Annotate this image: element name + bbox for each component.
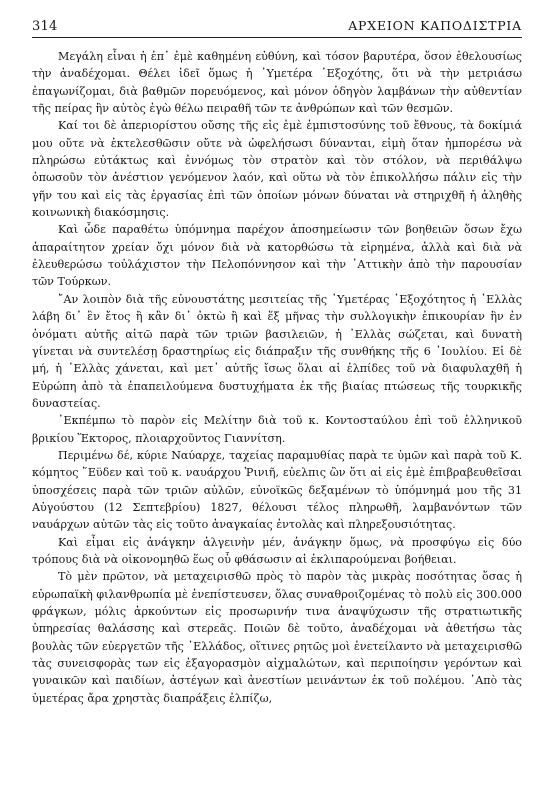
running-head: ΑΡΧΕΙΟΝ ΚΑΠΟΔΙΣΤΡΙΑ <box>348 18 522 33</box>
paragraph: ῎Αν λοιπὸν διὰ τῆς εὐνουστάτης μεσιτείας τῆς ᾽Υμετέρας ᾽Εξοχότητος ἡ ᾽Ελλὰς λάβη δι᾽ ἓν ἔτος ἢ κἂν δι᾽ ὀκτὼ ἢ καὶ ἕξ μῆνας τὴν συλλογικὴν ἐπικουρίαν ἣν ἐν ὀνόματι αὐτῆς αἰτῶ παρὰ τῶν τριῶν βασιλειῶν, ἡ ᾽Ελλὰς σώζεται, καὶ δυνατὴ γίνεται νὰ συντελέσῃ δραστηρίως εἰς διάπραξιν τῆς συνθήκης τῆς 6 ᾽Ιουλίου. Εἰ δὲ μή, ἡ ᾽Ελλὰς χάνεται, καὶ μετ᾽ αὐτῆς ἴσως ὅλαι αἱ ἐλπίδες τοῦ νὰ διαφυλαχθῆ ἡ Εὐρώπη ἀπὸ τὰ ἐπαπειλούμενα δυστυχήματα ἐκ τῆς βιαίας πτώσεως τῆς τουρκικῆς δυναστείας. <box>32 292 522 410</box>
paragraph: Τὸ μὲν πρῶτον, νὰ μεταχειρισθῶ πρὸς τὸ παρὸν τὰς μικρὰς ποσότητας ὅσας ἡ εὐρωπαϊκὴ φιλανθρωπία μὲ ἐνεπίστευσεν, ὅλας συναθροιζομένας τὸ πολὺ εἰς 300.000 φράγκων, μόλις ἀρκούντων εἰς προσωρινήν τινα ἀναψύχωσιν τῆς στρατιωτικῆς ὑπηρεσίας θαλάσσης καὶ στερεᾶς. Ποιῶν δὲ τοῦτο, ἀναδέχομαι νὰ ἀθετήσω τὰς βουλὰς τῶν εὐεργετῶν τῆς ᾽Ελλάδος, οἵτινες ρητῶς μοὶ ἐνετείλαντο νὰ μεταχειρισθῶ τὰς συνεισφορὰς των εἰς ἐξαγορασμὸν αἰχμαλώτων, καὶ περιποίησιν γερόντων καὶ γυναικῶν καὶ παιδίων, ἀστέγων καὶ ἀνεστίων μεινάντων ἐκ τοῦ πολέμου. ᾽Απὸ τὰς ὑμετέρας ἄρα χρηστὰς διαπράξεις ἐλπίζω, <box>32 570 522 705</box>
paragraph: ᾽Εκπέμπω τὸ παρὸν εἰς Μελίτην διὰ τοῦ κ. Κοντοσταύλου ἐπὶ τοῦ ἑλληνικοῦ βρικίου Ἕκτορος, πλοιαρχοῦντος Γιαννίτση. <box>32 414 522 445</box>
page-header <box>32 18 522 38</box>
body-text <box>32 48 522 707</box>
paragraph: Περιμένω δέ, κύριε Ναύαρχε, ταχείας παραμυθίας παρὰ τε ὑμῶν καὶ παρὰ τοῦ Κ. κόμητος ῞Εϋδεν καὶ τοῦ κ. ναυάρχου Ῥινιῆ, εὐελπις ὢν ὅτι αἱ εἰς ἐμὲ ἐπιβραβευθεῖσαι ὑποσχέσεις παρὰ τῶν τριῶν αὐλῶν, εὐνοϊκῶς δεξαμένων τὸ ὑπόμνημά μου τῆς 31 Αὐγούστου (12 Σεπτεβρίου) 1827, θέλουσι τέλος πληρωθῆ, λαμβανόντων τῶν ναυάρχων αὐτῶν τὰς εἰς τοῦτο ἀναγκαίας ἐντολὰς καὶ πληρεξουσιότητας. <box>32 448 522 532</box>
paragraph: Καὶ εἶμαι εἰς ἀνάγκην ἀλγεινὴν μέν, ἀνάγκην ὅμως, νὰ προσφύγω εἰς δύο τρόπους διὰ νὰ οἰκονομηθῶ ἕως οὗ φθάσωσιν αἱ ἐκλιπαρούμεναι βοήθειαι. <box>32 535 522 566</box>
paragraph: Καὶ ὧδε παραθέτω ὑπόμνημα παρέχον ἀποσημείωσιν τῶν βοηθειῶν ὅσων ἔχω ἀπαραίτητον χρείαν ὄχι μόνον διὰ νὰ κατορθώσω τὰ εἰρημένα, ἀλλὰ καὶ διὰ νὰ ἐλευθερώσω τοὐλάχιστον τὴν Πελοπόννησον καὶ τὴν ᾽Αττικὴν ἀπὸ τὴν παρουσίαν τῶν Τούρκων. <box>32 223 522 289</box>
page-number: 314 <box>32 19 58 34</box>
paragraph: Μεγάλη εἶναι ἡ ἐπ᾽ ἐμὲ καθημένη εὐθύνη, καὶ τόσον βαρυτέρα, ὅσον ἐθελουσίως τὴν ἀναδέχομαι. Θέλει ἰδεῖ ὅμως ἡ ᾽Υμετέρα ᾽Εξοχότης, ὅτι νὰ τὴν μετριάσω ἐπαγωνίζομαι, διὰ βαθμῶν πορευόμενος, καὶ μόνον ὁδηγὸν λαμβάνων τὴν αὐθεντίαν τῆς πείρας ἣν αὐτὸς ἐγὼ θέλω πειραθῆ τῶν τε ἀνθρώπων καὶ τῶν θεσμῶν. <box>32 50 522 116</box>
paragraph: Καί τοι δὲ ἀπεριορίστου οὔσης τῆς εἰς ἐμὲ ἐμπιστοσύνης τοῦ ἔθνους, τὰ δοκίμιά μου οὔτε νὰ ἐκτελεσθῶσιν οὔτε νὰ ὠφελήσωσι δύνανται, εἰμὴ ὅταν ἠμπορέσω νὰ πληρώσω εὐτάκτως καὶ ἐννόμως τὸν στρατὸν καὶ τὸν στόλον, νὰ περιθάλψω ὁπωσοῦν τὸν ἀνέστιον γενόμενον λαόν, καὶ οὕτω νὰ τὸν ἐπικολλήσω πάλιν εἰς τὴν γῆν του καὶ εἰς τὰς ἐργασίας ἐπὶ τῶν ὁποίων μόνων δύναται νὰ στηριχθῆ ἡ ἀληθὴς κοινωνικὴ διακόσμησις. <box>32 119 522 220</box>
